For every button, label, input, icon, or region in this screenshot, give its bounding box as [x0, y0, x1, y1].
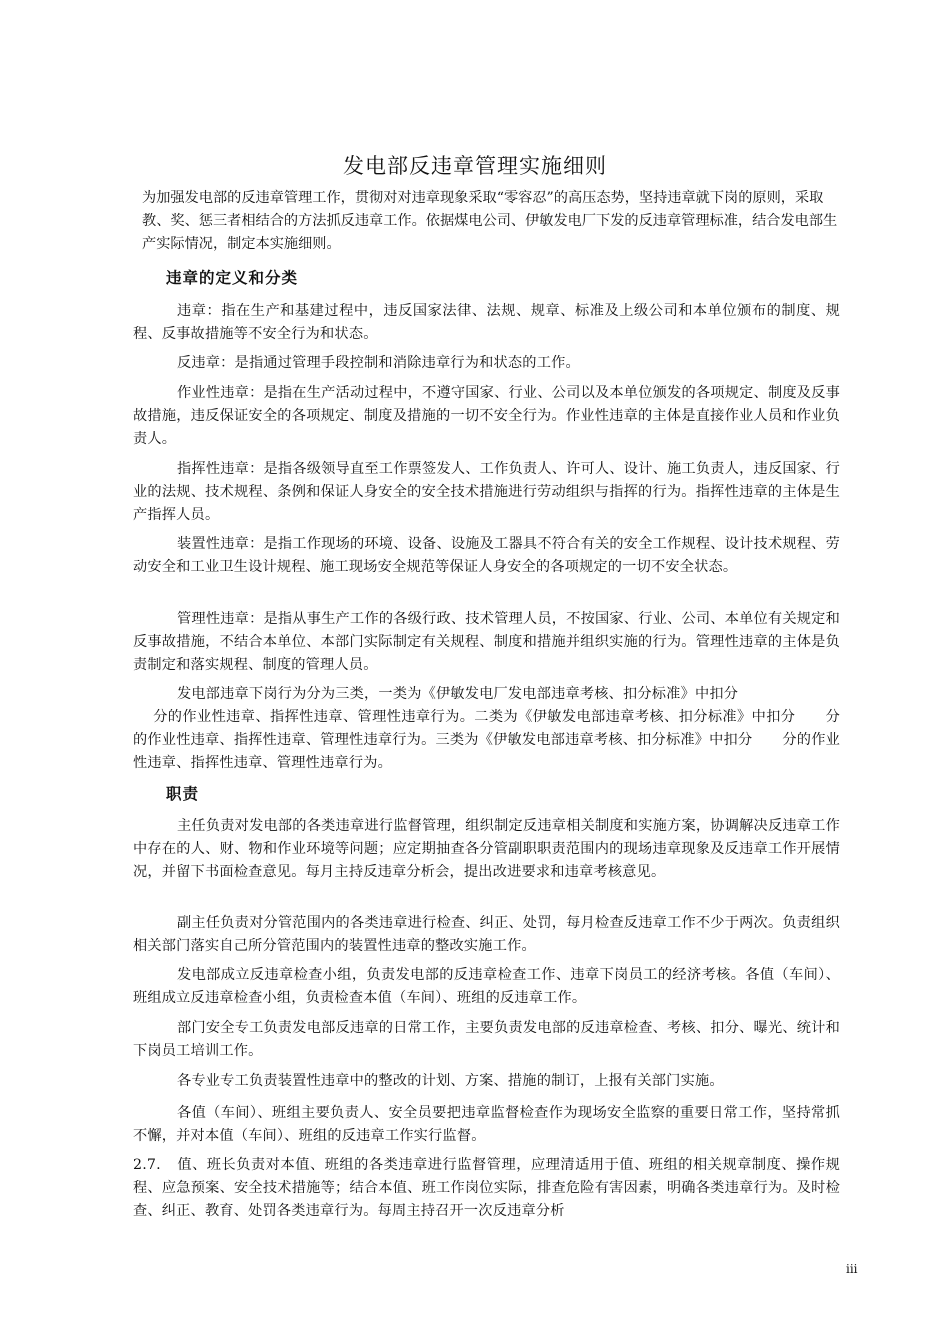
para-management-violation: 管理性违章：是指从事生产工作的各级行政、技术管理人员，不按国家、行业、公司、本单位有关规定和反事故措施，不结合本单位、本部门实际制定有关规程、制度和措施并组织实施的行为。管理性违章的主体是负责制定和落实规程、制度的管理人员。	[133, 611, 840, 673]
page-number: iii	[846, 1262, 858, 1276]
classification-part-1: 发电部违章下岗行为分为三类，一类为《伊敏发电厂发电部违章考核、扣分标准》中扣分	[177, 686, 739, 702]
para-command-violation: 指挥性违章：是指各级领导直至工作票签发人、工作负责人、许可人、设计、施工负责人，违反国家、行业的法规、技术规程、条例和保证人身安全的安全技术措施进行劳动组织与指挥的行为。指挥性违章的主体是生产指挥人员。	[133, 461, 840, 523]
para-item-2-7	[133, 1154, 840, 1223]
para-classification	[133, 683, 840, 775]
para-inspection-team: 发电部成立反违章检查小组，负责发电部的反违章检查工作、违章下岗员工的经济考核。各值（车间）、班组成立反违章检查小组，负责检查本值（车间）、班组的反违章工作。	[133, 967, 840, 1006]
classification-part-4: 分的作业性违章、指挥性违章、管理性违章行为。	[133, 732, 840, 771]
para-operational-violation: 作业性违章：是指在生产活动过程中，不遵守国家、行业、公司以及本单位颁发的各项规定、制度及反事故措施，违反保证安全的各项规定、制度及措施的一切不安全行为。作业性违章的主体是直接作业人员和作业负责人。	[133, 385, 840, 447]
page-title: 发电部反违章管理实施细则	[343, 154, 607, 178]
intro-paragraph: 为加强发电部的反违章管理工作，贯彻对对违章现象采取“零容忍”的高压态势，坚持违章就下岗的原则，采取教、奖、惩三者相结合的方法抓反违章工作。依据煤电公司、伊敏发电厂下发的反违章管理标准，结合发电部生产实际情况，制定本实施细则。	[142, 190, 838, 252]
item-number: 2.7.	[133, 1157, 161, 1173]
classification-part-2: 分的作业性违章、指挥性违章、管理性违章行为。二类为《伊敏发电部违章考核、扣分标准》中扣分	[153, 709, 796, 725]
classification-part-3: 分的作业性违章、指挥性违章、管理性违章行为。三类为《伊敏发电部违章考核、扣分标准》中扣分	[133, 709, 841, 748]
para-device-violation: 装置性违章：是指工作现场的环境、设备、设施及工器具不符合有关的安全工作规程、设计技术规程、劳动安全和工业卫生设计规程、施工现场安全规范等保证人身安全的各项规定的一切不安全状态。	[133, 536, 840, 575]
para-shift-leaders: 各值（车间）、班组主要负责人、安全员要把违章监督检查作为现场安全监察的重要日常工作，坚持常抓不懈，并对本值（车间）、班组的反违章工作实行监督。	[133, 1105, 840, 1144]
para-safety-engineer: 部门安全专工负责发电部反违章的日常工作，主要负责发电部的反违章检查、考核、扣分、曝光、统计和下岗员工培训工作。	[133, 1020, 840, 1059]
para-specialist-engineer: 各专业专工负责装置性违章中的整改的计划、方案、措施的制订，上报有关部门实施。	[177, 1073, 724, 1089]
section-heading-definitions: 违章的定义和分类	[166, 269, 299, 287]
para-anti-violation-def: 反违章：是指通过管理手段控制和消除违章行为和状态的工作。	[177, 355, 580, 371]
section-heading-duties: 职责	[166, 785, 200, 803]
para-deputy-duty: 副主任负责对分管范围内的各类违章进行检查、纠正、处罚，每月检查反违章工作不少于两次。负责组织相关部门落实自己所分管范围内的装置性违章的整改实施工作。	[133, 915, 840, 954]
para-director-duty: 主任负责对发电部的各类违章进行监督管理，组织制定反违章相关制度和实施方案，协调解决反违章工作中存在的人、财、物和作业环境等问题；应定期抽查各分管副职职责范围内的现场违章现象及反违章工作开展情况，并留下书面检查意见。每月主持反违章分析会，提出改进要求和违章考核意见。	[133, 818, 840, 880]
para-violation-def: 违章：指在生产和基建过程中，违反国家法律、法规、规章、标准及上级公司和本单位颁布的制度、规程、反事故措施等不安全行为和状态。	[133, 303, 840, 342]
item-text: 值、班长负责对本值、班组的各类违章进行监督管理，应理清适用于值、班组的相关规章制度、操作规程、应急预案、安全技术措施等；结合本值、班工作岗位实际，排查危险有害因素，明确各类违章行为。及时检查、纠正、教育、处罚各类违章行为。每周主持召开一次反违章分析	[133, 1157, 840, 1219]
